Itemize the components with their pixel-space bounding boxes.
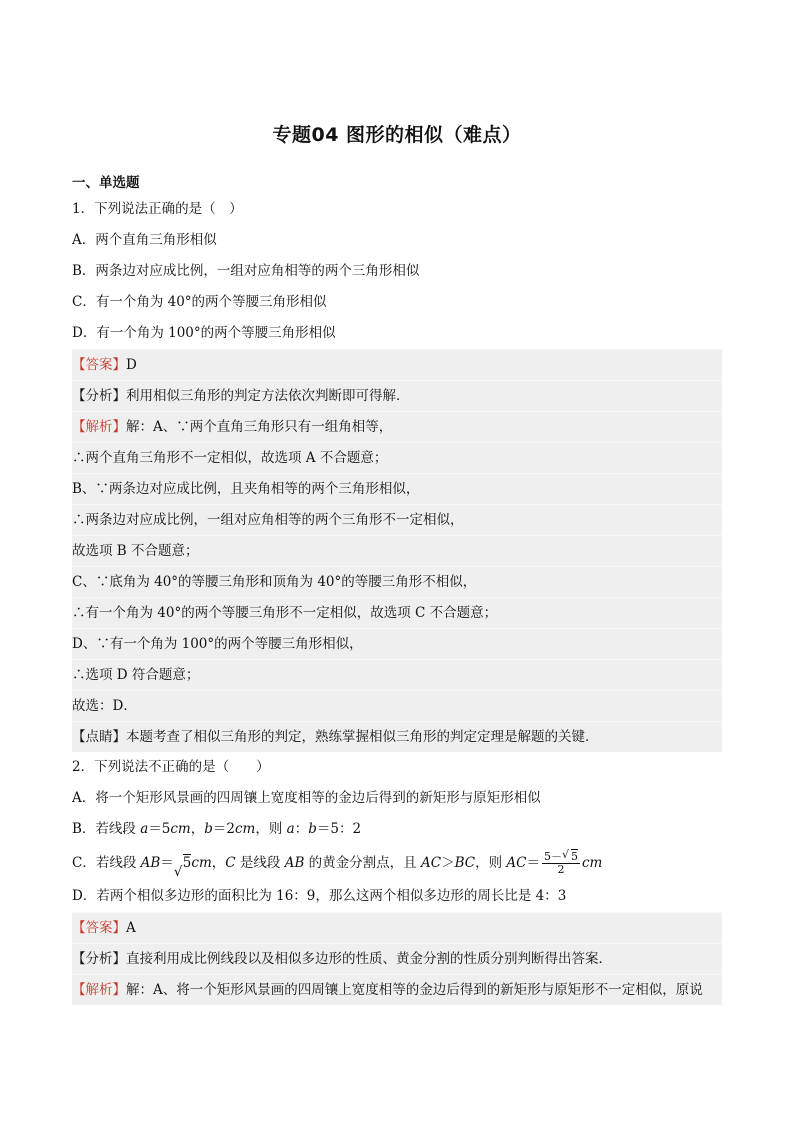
solution-line: ∴有一个角为 40°的两个等腰三角形不一定相似，故选项 C 不合题意；: [72, 597, 722, 628]
answer-tag: 【答案】: [72, 357, 126, 373]
analysis-tag: 【分析】: [72, 388, 126, 404]
answer-value: D: [126, 357, 137, 373]
solution-line: D、∵有一个角为 100°的两个等腰三角形相似，: [72, 628, 722, 659]
solution-line: C、∵底角为 40°的等腰三角形和顶角为 40°的等腰三角形不相似，: [72, 566, 722, 597]
answer-value: A: [126, 920, 136, 936]
solution-line: ∴两条边对应成比例，一组对应角相等的两个三角形不一定相似，: [72, 504, 722, 535]
question-2-stem: 2．下列说法不正确的是（ ）: [72, 759, 270, 775]
solution-tag: 【解析】: [72, 982, 126, 998]
solution-line: ∴选项 D 符合题意；: [72, 659, 722, 690]
question-1-option-b: B．两条边对应成比例，一组对应角相等的两个三角形相似: [72, 263, 420, 279]
question-2-option-d: D．若两个相似多边形的面积比为 16：9，那么这两个相似多边形的周长比是 4：3: [72, 888, 567, 904]
question-2-analysis: [72, 943, 722, 974]
analysis-tag: 【分析】: [72, 951, 126, 967]
question-1-option-c: C．有一个角为 40°的两个等腰三角形相似: [72, 294, 327, 310]
document-body: [72, 172, 722, 1005]
solution-line: ∴两个直角三角形不一定相似，故选项 A 不合题意；: [72, 442, 722, 473]
analysis-text: 直接利用成比例线段以及相似多边形的性质、黄金分割的性质分别判断得出答案．: [126, 951, 612, 967]
solution-line: 故选：D．: [72, 690, 722, 721]
sqrt-symbol: √ 5: [174, 855, 192, 871]
analysis-text: 利用相似三角形的判定方法依次判断即可得解．: [126, 388, 410, 404]
solution-tag: 【解析】: [72, 419, 126, 435]
answer-tag: 【答案】: [72, 920, 126, 936]
question-1-option-d: D．有一个角为 100°的两个等腰三角形相似: [72, 325, 336, 341]
question-2-solution: [72, 974, 722, 1005]
question-1-solution: [72, 411, 722, 442]
solution-text: 解：A、∵两个直角三角形只有一组角相等，: [126, 419, 393, 435]
page-title: 专题04 图形的相似（难点）: [272, 124, 522, 146]
question-2-option-a: A．将一个矩形风景画的四周镶上宽度相等的金边后得到的新矩形与原矩形相似: [72, 790, 541, 806]
question-1-option-a: A．两个直角三角形相似: [72, 232, 217, 248]
question-1-answer: [72, 349, 722, 380]
comment-text: 本题考查了相似三角形的判定，熟练掌握相似三角形的判定定理是解题的关键．: [126, 729, 599, 745]
question-1-stem: 1．下列说法正确的是（ ）: [72, 201, 243, 217]
solution-line: 故选项 B 不合题意；: [72, 535, 722, 566]
solution-text: 解：A、将一个矩形风景画的四周镶上宽度相等的金边后得到的新矩形与原矩形不一定相似，原说: [126, 982, 703, 998]
solution-line: B、∵两条边对应成比例，且夹角相等的两个三角形相似，: [72, 473, 722, 504]
question-1-comment: [72, 721, 722, 752]
question-1-analysis: [72, 380, 722, 411]
golden-ratio-fraction: $\frac{5-√ 5}{2}$: [542, 851, 580, 876]
question-2-answer: [72, 912, 722, 943]
section-heading: 一、单选题: [72, 175, 140, 191]
question-2-option-b: B．若线段 a＝5cm，b＝2cm，则 a：b＝5：2: [72, 821, 362, 837]
question-2-option-c: C．若线段 AB＝√ 5cm，C 是线段 AB 的黄金分割点，且 AC＞BC，则 AC＝ $\frac{5-√ 5}{2}$ cm: [72, 845, 722, 881]
comment-tag: 【点睛】: [72, 729, 126, 745]
